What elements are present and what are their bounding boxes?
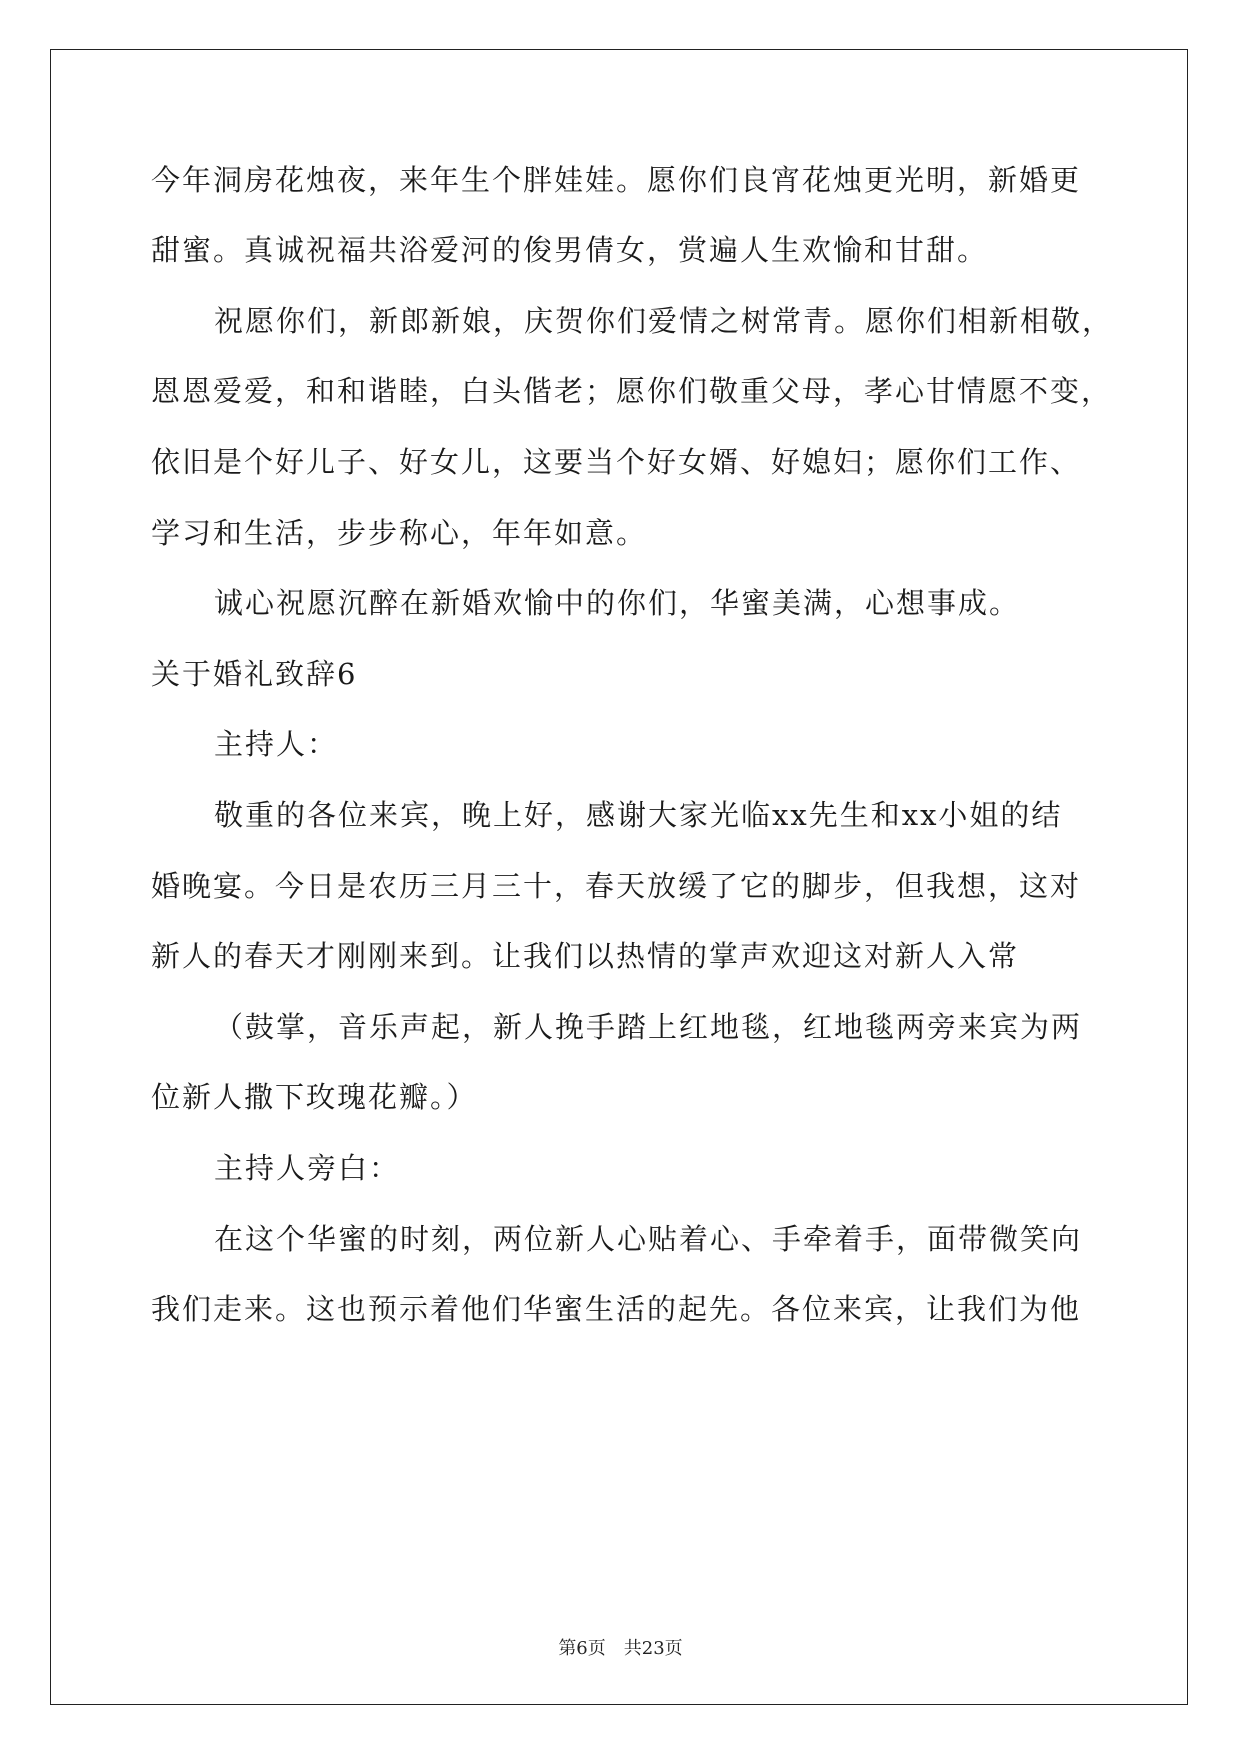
text-line: 婚晚宴。今日是农历三月三十，春天放缓了它的脚步，但我想，这对 (151, 869, 1082, 903)
text-line: 今年洞房花烛夜，来年生个胖娃娃。愿你们良宵花烛更光明，新婚更 (151, 163, 1082, 197)
text-line: 主持人旁白： (214, 1151, 401, 1185)
text-line: 恩恩爱爱，和和谐睦，白头偕老；愿你们敬重父母，孝心甘情愿不变， (151, 374, 1113, 408)
text-line: 在这个华蜜的时刻，两位新人心贴着心、手牵着手，面带微笑向 (214, 1222, 1083, 1256)
text-line: 敬重的各位来宾，晚上好，感谢大家光临xx先生和xx小姐的结 (214, 798, 1063, 832)
text-line: 主持人： (214, 727, 339, 761)
page-number-footer: 第6页 共23页 (558, 1638, 683, 1659)
text-line: 位新人撒下玫瑰花瓣。） (151, 1080, 478, 1114)
text-line: 祝愿你们，新郎新娘，庆贺你们爱情之树常青。愿你们相新相敬， (214, 304, 1114, 338)
text-line: 新人的春天才刚刚来到。让我们以热情的掌声欢迎这对新人入常 (151, 939, 1020, 973)
section-heading: 关于婚礼致辞6 (151, 657, 358, 691)
text-line: 学习和生活，步步称心，年年如意。 (151, 516, 648, 550)
text-line: （鼓掌，音乐声起，新人挽手踏上红地毯，红地毯两旁来宾为两 (214, 1010, 1083, 1044)
text-line: 我们走来。这也预示着他们华蜜生活的起先。各位来宾，让我们为他 (151, 1292, 1082, 1326)
text-line: 依旧是个好儿子、好女儿，这要当个好女婿、好媳妇；愿你们工作、 (151, 445, 1082, 479)
text-line: 诚心祝愿沉醉在新婚欢愉中的你们，华蜜美满，心想事成。 (214, 586, 1021, 620)
text-line: 甜蜜。真诚祝福共浴爱河的俊男倩女，赏遍人生欢愉和甘甜。 (151, 233, 989, 267)
